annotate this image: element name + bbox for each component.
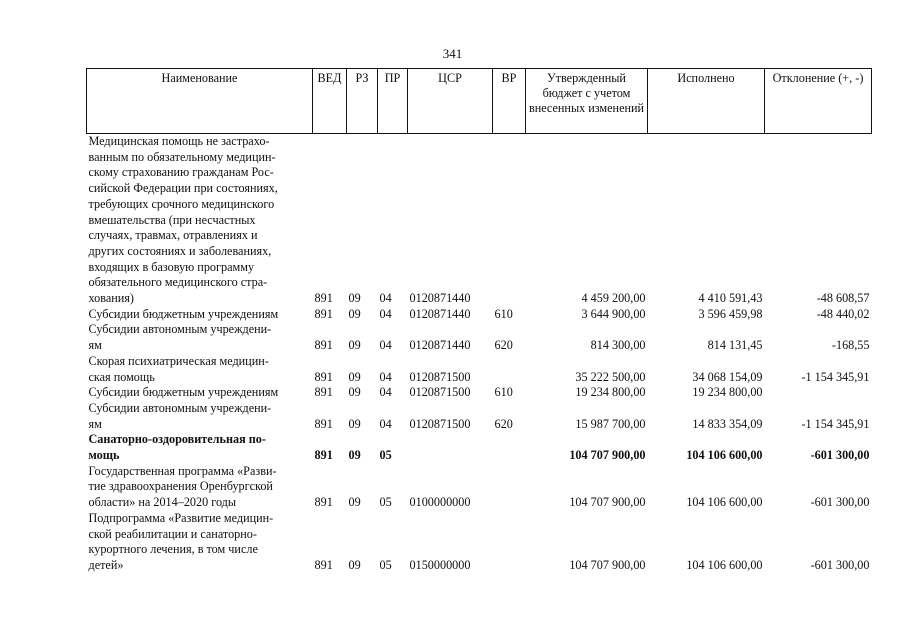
table-row <box>87 307 872 323</box>
row-ved: 891 <box>314 385 333 400</box>
row-approved-budget: 814 300,00 <box>590 338 646 353</box>
row-executed: 814 131,45 <box>707 338 763 353</box>
row-approved-budget: 104 707 900,00 <box>569 557 646 572</box>
budget-execution-table <box>86 68 872 574</box>
row-vr: 620 <box>494 338 513 353</box>
row-ved: 891 <box>314 291 333 306</box>
table-body <box>87 134 872 574</box>
header-pr: ПР <box>378 69 408 134</box>
table-row <box>87 511 872 574</box>
row-pr: 04 <box>379 306 392 321</box>
row-executed: 104 106 600,00 <box>686 557 763 572</box>
row-deviation: -48 608,57 <box>816 291 870 306</box>
row-pr: 05 <box>379 448 392 463</box>
row-vr: 610 <box>494 306 513 321</box>
row-pr: 04 <box>379 416 392 431</box>
table-row <box>87 464 872 511</box>
row-rz: 09 <box>348 369 361 384</box>
row-deviation <box>765 385 872 401</box>
table-row <box>87 134 872 307</box>
table-row <box>87 401 872 432</box>
row-rz: 09 <box>348 385 361 400</box>
row-approved-budget: 15 987 700,00 <box>575 416 646 431</box>
row-vr <box>493 134 526 307</box>
row-vr <box>493 511 526 574</box>
header-approved-budget: Утвержденный бюджет с учетом внесенных изменений <box>526 69 648 134</box>
row-csr: 0120871440 <box>409 291 471 306</box>
row-executed: 14 833 354,09 <box>692 416 763 431</box>
row-deviation: -1 154 345,91 <box>801 369 870 384</box>
row-name: Медицинская помощь не застрахо- ванным по обязательному медицин- скому страхованию гражданам Рос- сийской Федерации при состояниях, требующих срочного медицинского вмешательства (при несчастных случаях, травмах, отравлениях и других состояниях и заболеваниях, входящих в базовую программу обязательного медицинского стра- хования) <box>88 134 278 306</box>
row-pr: 04 <box>379 338 392 353</box>
row-pr: 04 <box>379 291 392 306</box>
row-ved: 891 <box>314 448 333 463</box>
row-vr <box>493 464 526 511</box>
row-deviation: -601 300,00 <box>810 495 870 510</box>
row-rz: 09 <box>348 306 361 321</box>
row-csr: 0120871440 <box>409 306 471 321</box>
row-vr: 610 <box>494 385 513 400</box>
row-name: Субсидии бюджетным учреждениям <box>88 306 279 321</box>
row-deviation: -601 300,00 <box>810 557 870 572</box>
header-csr: ЦСР <box>408 69 493 134</box>
row-pr: 05 <box>379 495 392 510</box>
row-name: Субсидии автономным учреждени- ям <box>88 322 272 353</box>
row-approved-budget: 104 707 900,00 <box>569 448 646 463</box>
row-csr: 0120871500 <box>409 369 471 384</box>
row-ved: 891 <box>314 369 333 384</box>
row-approved-budget: 104 707 900,00 <box>569 495 646 510</box>
row-pr: 05 <box>379 557 392 572</box>
header-vr: ВР <box>493 69 526 134</box>
row-csr: 0120871500 <box>409 416 471 431</box>
row-name: Субсидии бюджетным учреждениям <box>88 385 279 400</box>
row-csr: 0120871500 <box>409 385 471 400</box>
table-header-row <box>87 69 872 134</box>
row-deviation: -168,55 <box>831 338 870 353</box>
row-name: Санаторно-оздоровительная по- мощь <box>88 432 266 463</box>
row-name: Скорая психиатрическая медицин- ская помощь <box>88 353 269 384</box>
row-deviation: -1 154 345,91 <box>801 416 870 431</box>
row-name: Государственная программа «Разви- тие здравоохранения Оренбургской области» на 2014–2020 годы <box>88 463 277 510</box>
row-vr <box>493 354 526 385</box>
table-row <box>87 432 872 463</box>
header-name: Наименование <box>87 69 313 134</box>
row-executed: 19 234 800,00 <box>692 385 763 400</box>
row-rz: 09 <box>348 495 361 510</box>
row-executed: 3 596 459,98 <box>698 306 763 321</box>
row-ved: 891 <box>314 416 333 431</box>
row-approved-budget: 3 644 900,00 <box>581 306 646 321</box>
header-ved: ВЕД <box>313 69 347 134</box>
row-approved-budget: 4 459 200,00 <box>581 291 646 306</box>
row-rz: 09 <box>348 448 361 463</box>
row-name: Субсидии автономным учреждени- ям <box>88 400 272 431</box>
row-deviation: -601 300,00 <box>810 448 870 463</box>
row-rz: 09 <box>348 338 361 353</box>
header-deviation: Отклонение (+, -) <box>765 69 872 134</box>
row-csr: 0100000000 <box>409 495 471 510</box>
table-row <box>87 385 872 401</box>
row-approved-budget: 35 222 500,00 <box>575 369 646 384</box>
row-rz: 09 <box>348 291 361 306</box>
row-executed: 34 068 154,09 <box>692 369 763 384</box>
table-row <box>87 322 872 353</box>
row-approved-budget: 19 234 800,00 <box>575 385 646 400</box>
row-ved: 891 <box>314 338 333 353</box>
row-name: Подпрограмма «Развитие медицин- ской реабилитации и санаторно- курортного лечения, в том числе детей» <box>88 510 274 572</box>
page-number: 341 <box>442 46 463 61</box>
row-ved: 891 <box>314 306 333 321</box>
row-ved: 891 <box>314 557 333 572</box>
row-executed: 4 410 591,43 <box>698 291 763 306</box>
row-vr <box>493 432 526 463</box>
table-row <box>87 354 872 385</box>
row-rz: 09 <box>348 557 361 572</box>
row-rz: 09 <box>348 416 361 431</box>
row-csr <box>408 432 493 463</box>
row-csr: 0150000000 <box>409 557 471 572</box>
header-executed: Исполнено <box>648 69 765 134</box>
header-rz: РЗ <box>347 69 378 134</box>
row-pr: 04 <box>379 369 392 384</box>
row-executed: 104 106 600,00 <box>686 448 763 463</box>
row-deviation: -48 440,02 <box>816 306 870 321</box>
row-ved: 891 <box>314 495 333 510</box>
row-csr: 0120871440 <box>409 338 471 353</box>
row-pr: 04 <box>379 385 392 400</box>
row-vr: 620 <box>494 416 513 431</box>
row-executed: 104 106 600,00 <box>686 495 763 510</box>
